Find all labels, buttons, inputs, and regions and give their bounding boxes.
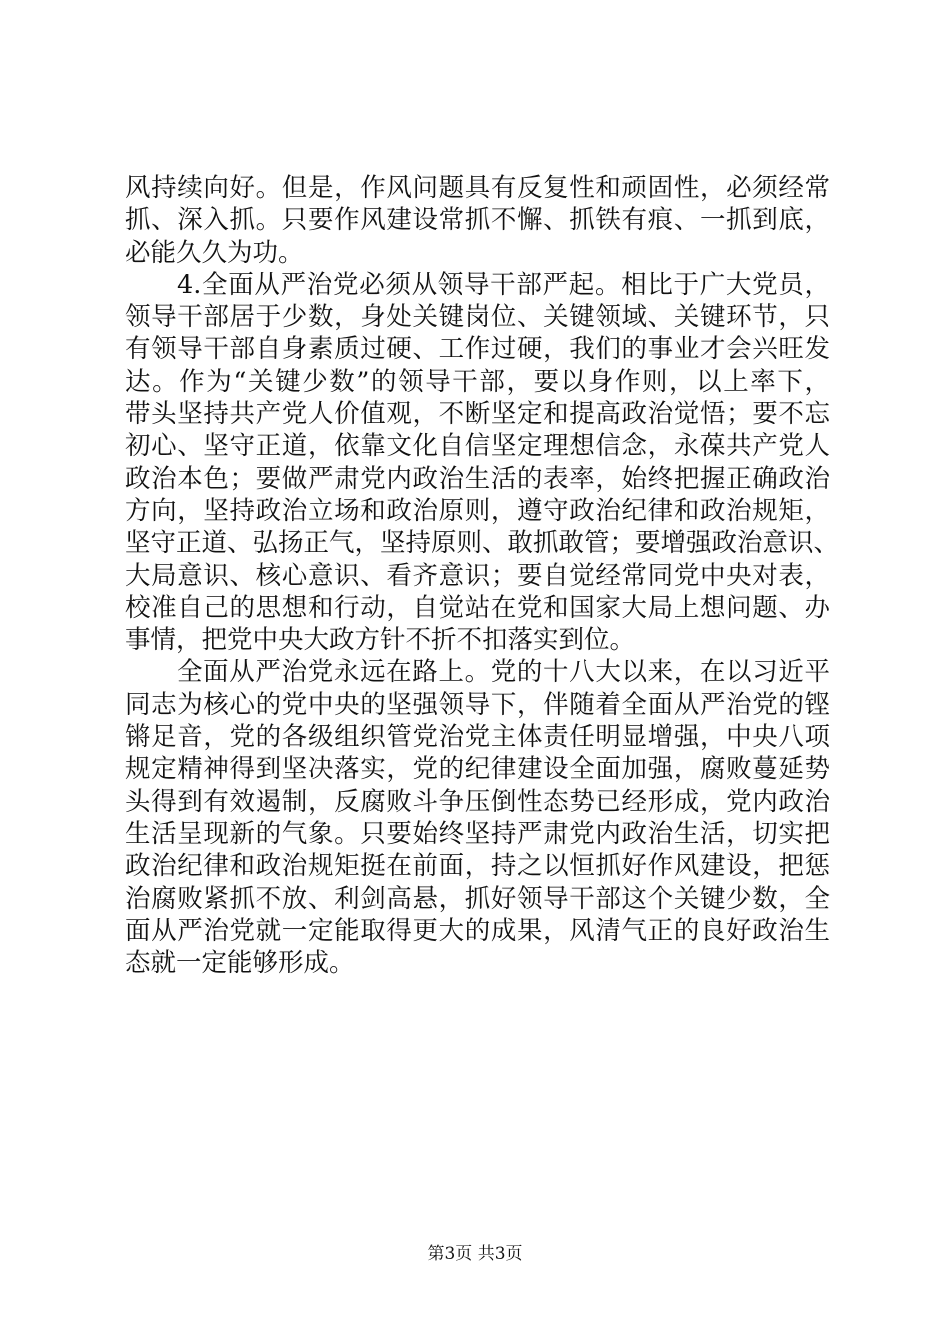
paragraph-2-line-3: 有领导干部自身素质过硬、工作过硬，我们的事业才会兴旺发 [125,334,830,365]
paragraph-2-line-12: 事情，把党中央大政方针不折不扣落实到位。 [125,625,636,656]
paragraph-2-line-1: 4.全面从严治党必须从领导干部严起。相比于广大党员， [177,269,830,300]
paragraph-3-line-5: 头得到有效遏制，反腐败斗争压倒性态势已经形成，党内政治 [125,786,830,817]
paragraph-3-line-3: 锵足音，党的各级组织管党治党主体责任明显增强，中央八项 [125,722,830,753]
paragraph-3-line-4: 规定精神得到坚决落实，党的纪律建设全面加强，腐败蔓延势 [125,754,830,785]
paragraph-2-line-9: 坚守正道、弘扬正气，坚持原则、敢抓敢管；要增强政治意识、 [125,528,840,559]
paragraph-3-line-9: 面从严治党就一定能取得更大的成果，风清气正的良好政治生 [125,915,830,946]
paragraph-2-line-2: 领导干部居于少数，身处关键岗位、关键领域、关键环节，只 [125,302,830,333]
paragraph-2-line-8: 方向，坚持政治立场和政治原则，遵守政治纪律和政治规矩， [125,495,830,526]
paragraph-2-line-7: 政治本色；要做严肃党内政治生活的表率，始终把握正确政治 [125,463,830,494]
paragraph-3-line-8: 治腐败紧抓不放、利剑高悬，抓好领导干部这个关键少数，全 [125,883,830,914]
paragraph-2-line-6: 初心、坚守正道，依靠文化自信坚定理想信念，永葆共产党人 [125,431,830,462]
paragraph-2-line-11: 校准自己的思想和行动，自觉站在党和国家大局上想问题、办 [125,592,830,623]
paragraph-3-line-1: 全面从严治党永远在路上。党的十八大以来，在以习近平 [177,657,830,688]
document-body [125,172,840,979]
paragraph-3-line-6: 生活呈现新的气象。只要始终坚持严肃党内政治生活，切实把 [125,818,830,849]
paragraph-3-line-7: 政治纪律和政治规矩挺在前面，持之以恒抓好作风建设，把惩 [125,851,830,882]
paragraph-3-line-10: 态就一定能够形成。 [125,948,355,979]
paragraph-3-line-2: 同志为核心的党中央的坚强领导下，伴随着全面从严治党的铿 [125,689,830,720]
paragraph-1-line-3: 必能久久为功。 [125,237,304,268]
paragraph-2-line-5: 带头坚持共产党人价值观，不断坚定和提高政治觉悟；要不忘 [125,399,830,430]
paragraph-2-line-4: 达。作为“关键少数”的领导干部，要以身作则，以上率下， [125,366,830,397]
paragraph-1-line-1: 风持续向好。但是，作风问题具有反复性和顽固性，必须经常 [125,173,830,203]
paragraph-1-line-2: 抓、深入抓。只要作风建设常抓不懈、抓铁有痕、一抓到底， [125,205,830,236]
paragraph-2-line-10: 大局意识、核心意识、看齐意识；要自觉经常同党中央对表， [125,560,830,591]
page-number-footer: 第3页 共3页 [427,1244,523,1264]
